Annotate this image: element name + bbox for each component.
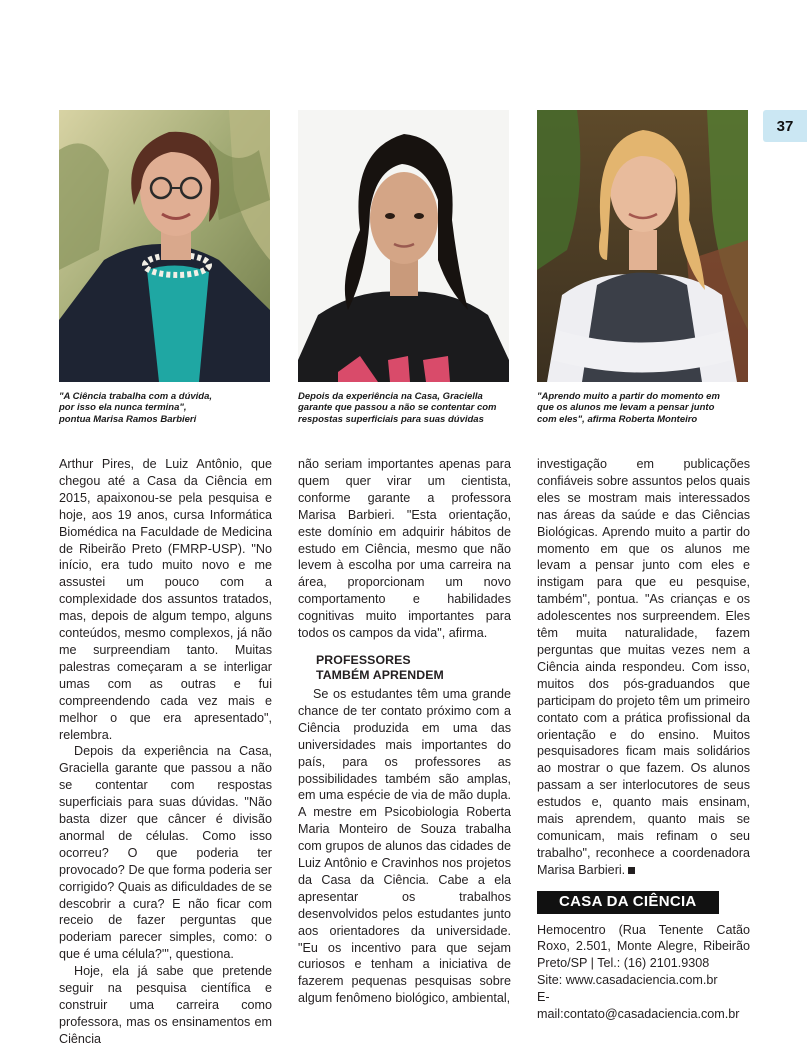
- subheading-line-2: TAMBÉM APRENDEM: [316, 668, 444, 683]
- end-mark: [628, 867, 635, 874]
- contact-info: [537, 922, 750, 1023]
- photo-graciella: [298, 110, 509, 382]
- paragraph: não seriam importantes apenas para quem quer virar um cientista, conforme garante a professora Marisa Barbieri. "Esta orientação, este domínio em adquirir hábitos de estudo em Ciência, mesmo que não levem à escolha por uma carreira na área, proporcionam um novo comportamento e habilidades cognitivas muito importantes para todos os campos da vida", afirma.: [298, 457, 511, 641]
- article-column-2: [298, 456, 511, 1007]
- contact-email: E-mail:contato@casadaciencia.com.br: [537, 990, 740, 1022]
- paragraph: Hoje, ela já sabe que pretende seguir na pesquisa científica e construir uma carreira como professora, mas os ensinamentos em Ciência: [59, 964, 272, 1046]
- caption-graciella: Depois da experiência na Casa, Graciella garante que passou a não se contentar com respostas superficiais para suas dúvidas: [298, 391, 497, 425]
- paragraph: Se os estudantes têm uma grande chance de ter contato próximo com a Ciência produzida em uma das universidades mais importantes do país, para os professores as possibilidades também são amplas, em uma espécie de via de mão dupla. A mestre em Psicobiologia Roberta Maria Monteiro de Souza trabalha com grupos de alunos das cidades de Luiz Antônio e Cravinhos nos projetos da Casa da Ciência. Cabe a ela apresentar os trabalhos desenvolvidos pelos estudantes junto aos orientadores da universidade. "Eu os incentivo para que sejam curiosos e tenham a iniciativa de fazerem pequenas pesquisas sobre algum fenômeno biológico, ambiental,: [298, 686, 511, 1006]
- paragraph-text: investigação em publicações confiáveis sobre assuntos pelos quais eles se mostram mais interessados nas áreas da saúde e das Ciências Biológicas. Aprendo muito a partir do momento em que os alunos me levam a pensar junto com eles e instigam para que eu pesquise, também", pontua. "As crianças e os adolescentes nos surpreendem. Eles têm muita naturalidade, fazem perguntas que muitas vezes nem a Ciência ainda respondeu. Com isso, muitos dos pós-graduandos que participam do projeto têm um primeiro contato com a prática profissional da orientação e do ensino. Muitos pesquisadores ficam mais solidários ao mostrar o que fazem. Os alunos passam a ser interlocutores de seus estudos e, quanto mais ensinam, mais aprendem, quanto mais se comunicam, mais refinam o seu trabalho", reconhece a coordenadora Marisa Barbieri.: [537, 457, 750, 877]
- section-subheading: [316, 653, 511, 684]
- photo-marisa-barbieri: [59, 110, 270, 382]
- page-number: 37: [763, 110, 807, 142]
- contact-address: Hemocentro (Rua Tenente Catão Roxo, 2.501, Monte Alegre, Ribeirão Preto/SP | Tel.: (16) 2101.9308: [537, 922, 750, 971]
- info-box-title: CASA DA CIÊNCIA: [537, 891, 719, 914]
- subheading-line-1: PROFESSORES: [316, 652, 411, 667]
- paragraph: [537, 456, 750, 879]
- article-column-1: [59, 456, 272, 1048]
- article-column-3: [537, 456, 750, 1023]
- caption-marisa: "A Ciência trabalha com a dúvida, por isso ela nunca termina", pontua Marisa Ramos Barbieri: [59, 391, 213, 425]
- photo-roberta-monteiro: [537, 110, 748, 382]
- caption-roberta: "Aprendo muito a partir do momento em que os alunos me levam a pensar junto com eles", afirma Roberta Monteiro: [537, 391, 720, 425]
- paragraph: Depois da experiência na Casa, Graciella garante que passou a não se contentar com respostas superficiais para suas dúvidas. "Não basta dizer que câncer é divisão anormal de células. Como isso ocorreu? O que poderia ter provocado? De que forma poderia ser corrigido? Quais as dificuldades de se descobrir a cura? E não ficar com receio de fazer perguntas que poderiam parecer simples, como: o que é uma célula?'", questiona.: [59, 744, 272, 962]
- paragraph: Arthur Pires, de Luiz Antônio, que chegou até a Casa da Ciência em 2015, apaixonou-se pela pesquisa e hoje, aos 19 anos, cursa Informática Biomédica na Faculdade de Medicina de Ribeirão Preto (FMRP-USP). "No início, era tudo muito novo e me assustei um pouco com a complexidade dos assuntos tratados, mas, depois de algum tempo, alguns conteúdos, mesmo complexos, já não me surpreendiam tanto. Muitas palestras começaram a se interligar umas com as outras e fui compreendendo cada vez mais e melhor o que era apresentado", relembra.: [59, 457, 272, 742]
- contact-site: Site: www.casadaciencia.com.br: [537, 973, 718, 988]
